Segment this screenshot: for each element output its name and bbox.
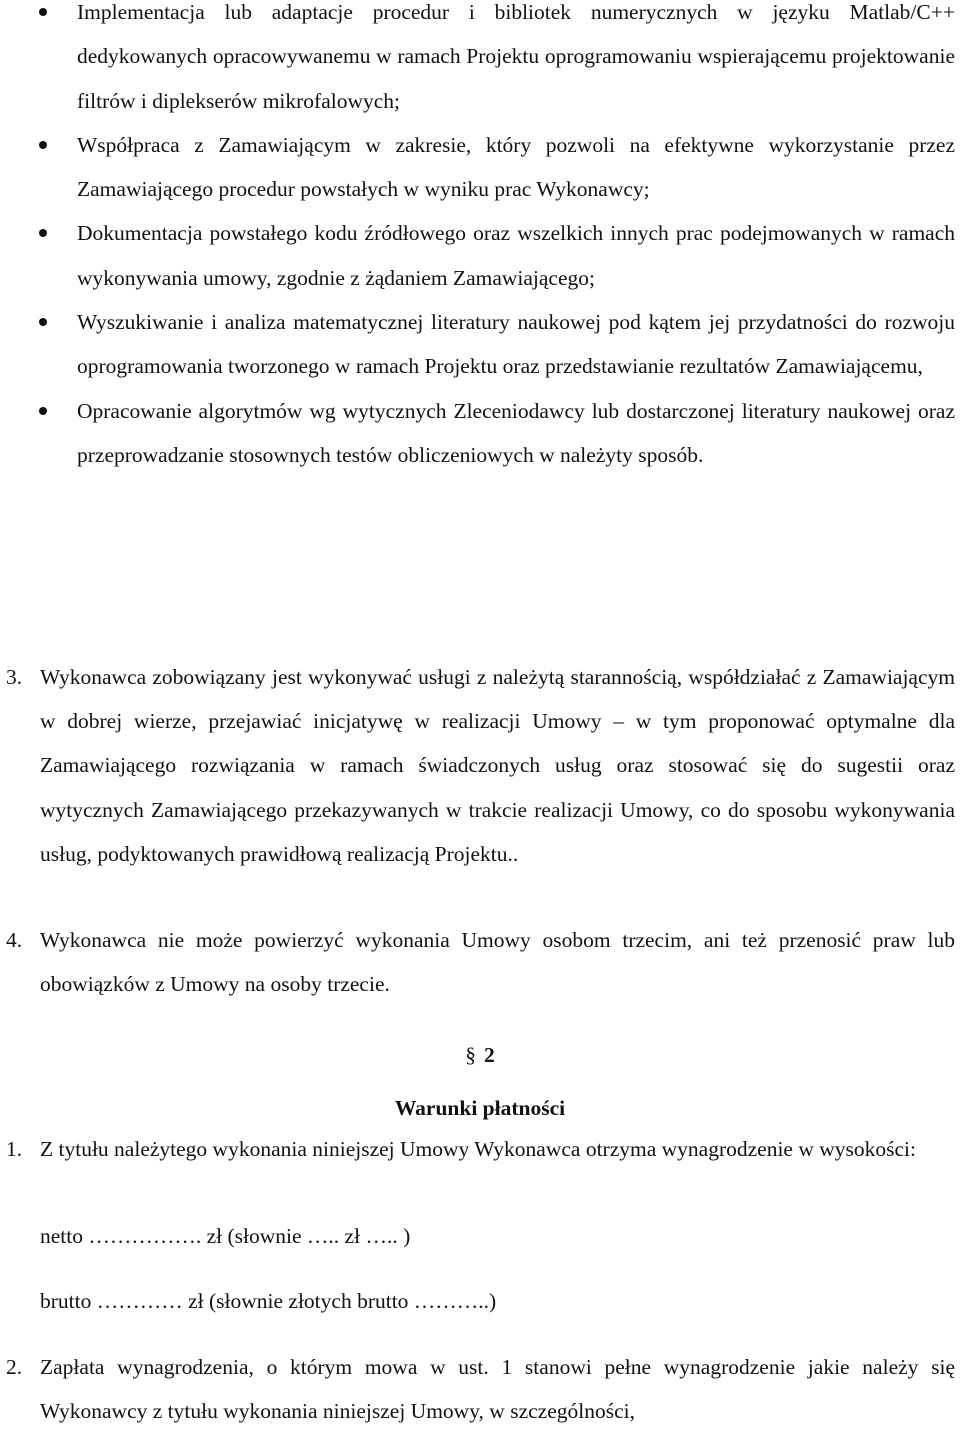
brutto-line: brutto ………… zł (słownie złotych brutto ………..) — [40, 1289, 497, 1313]
section-sign: § — [465, 1043, 476, 1067]
section-heading-number — [0, 1035, 960, 1075]
bullet-dot-icon — [39, 229, 47, 237]
bullet-item — [0, 211, 960, 300]
point-text: Wykonawca nie może powierzyć wykonania Umowy osobom trzecim, ani też przenosić praw lub obowiązków z Umowy na osoby trzecie. — [40, 928, 955, 997]
bullet-item — [0, 123, 960, 212]
point-text: Wykonawca zobowiązany jest wykonywać usługi z należytą starannością, współdziałać z Zamawiającym w dobrej wierze, przejawiać inicjatywę w realizacji Umowy – w tym proponować optymalne dla Zamawiającego rozwiązania w ramach świadczonych usług oraz stosować się do sugestii oraz wytycznych Zamawiającego przekazywanych w trakcie realizacji Umowy, co do sposobu wykonywania usług, podyktowanych prawidłową realizacją Projektu.. — [40, 665, 955, 866]
point-number: 1. — [6, 1137, 23, 1161]
bullet-dot-icon — [39, 318, 47, 326]
section-number: 2 — [484, 1043, 495, 1067]
bullet-text: Współpraca z Zamawiającym w zakresie, który pozwoli na efektywne wykorzystanie przez Zamawiającego procedur powstałych w wyniku prac Wykonawcy; — [77, 132, 955, 202]
bullet-dot-icon — [39, 407, 47, 415]
payment-point-2 — [0, 1345, 960, 1433]
point-text: Zapłata wynagrodzenia, o którym mowa w ust. 1 stanowi pełne wynagrodzenie jakie należy się Wykonawcy z tytułu wykonania niniejszej Umowy, w szczególności, — [40, 1355, 955, 1424]
section-title: Warunki płatności — [394, 1096, 566, 1120]
bullet-dot-icon — [39, 8, 47, 16]
point-3 — [0, 655, 960, 876]
bullet-text: Implementacja lub adaptacje procedur i bibliotek numerycznych w języku Matlab/C++ dedykowanych opracowywanemu w ramach Projektu oprogramowaniu wspierającemu projektowanie filtrów i diplekserów mikrofalowych; — [77, 0, 955, 113]
payment-point-1 — [0, 1127, 960, 1171]
bullet-text: Wyszukiwanie i analiza matematycznej literatury naukowej pod kątem jej przydatności do rozwoju oprogramowania tworzonego w ramach Projektu oraz przedstawianie rezultatów Zamawiającemu, — [77, 310, 955, 379]
bullet-dot-icon — [39, 141, 47, 149]
bullet-text: Dokumentacja powstałego kodu źródłowego oraz wszelkich innych prac podejmowanych w ramach wykonywania umowy, zgodnie z żądaniem Zamawiającego; — [77, 221, 955, 290]
point-number: 2. — [6, 1355, 23, 1379]
bullet-item — [0, 300, 960, 389]
point-number: 4. — [6, 928, 23, 952]
bullet-item — [0, 389, 960, 478]
point-number: 3. — [6, 665, 23, 689]
bullet-item — [0, 0, 960, 123]
point-4 — [0, 918, 960, 1006]
netto-line: netto ……………. zł (słownie ….. zł ….. ) — [40, 1224, 411, 1248]
point-text: Z tytułu należytego wykonania niniejszej Umowy Wykonawca otrzyma wynagrodzenie w wysokości: — [40, 1137, 916, 1161]
tasks-bullet-list — [0, 0, 960, 477]
bullet-text: Opracowanie algorytmów wg wytycznych Zleceniodawcy lub dostarczonej literatury naukowej oraz przeprowadzanie stosownych testów obliczeniowych w należyty sposób. — [77, 398, 955, 467]
